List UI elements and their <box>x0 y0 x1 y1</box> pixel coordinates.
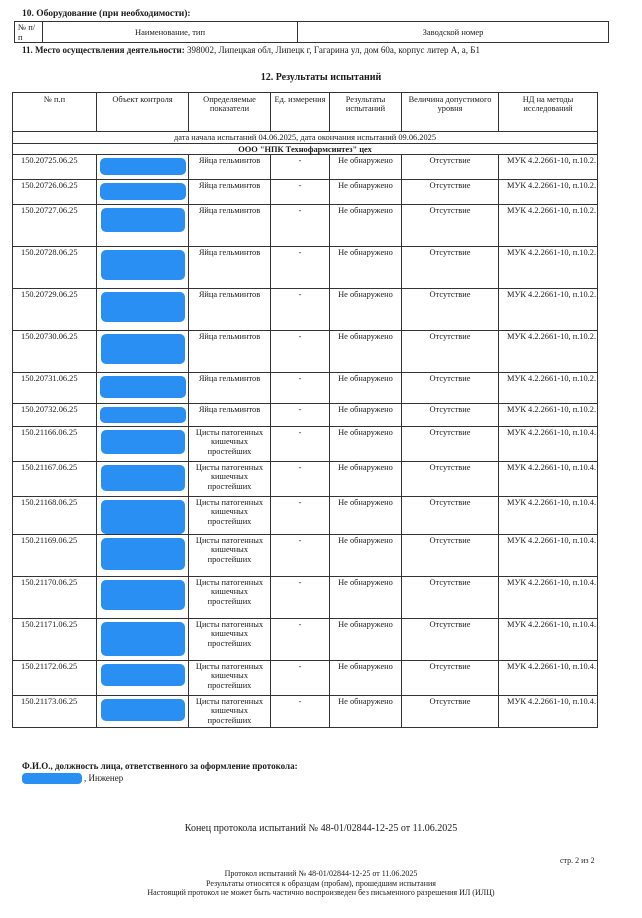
control-object <box>97 180 189 205</box>
unit: - <box>271 427 330 462</box>
table-row <box>13 462 598 497</box>
sample-number: 150.21172.06.25 <box>13 661 97 696</box>
permissible-level: Отсутствие <box>402 535 499 577</box>
indicator: Цисты патогенных кишечных простейших <box>189 619 271 661</box>
indicator: Цисты патогенных кишечных простейших <box>189 661 271 696</box>
header-no: № п.п <box>13 93 97 132</box>
indicator: Цисты патогенных кишечных простейших <box>189 696 271 728</box>
unit: - <box>271 373 330 404</box>
method: МУК 4.2.2661-10, п.10.2. <box>499 155 598 180</box>
results-table <box>12 92 598 728</box>
permissible-level: Отсутствие <box>402 404 499 427</box>
table-row <box>13 497 598 535</box>
control-object <box>97 373 189 404</box>
sample-number: 150.21173.06.25 <box>13 696 97 728</box>
control-object <box>97 155 189 180</box>
result: Не обнаружено <box>330 462 402 497</box>
unit: - <box>271 497 330 535</box>
result: Не обнаружено <box>330 247 402 289</box>
indicator: Яйца гельминтов <box>189 155 271 180</box>
permissible-level: Отсутствие <box>402 247 499 289</box>
table-row <box>13 155 598 180</box>
header-object: Объект контроля <box>97 93 189 132</box>
indicator: Яйца гельминтов <box>189 404 271 427</box>
permissible-level: Отсутствие <box>402 155 499 180</box>
permissible-level: Отсутствие <box>402 462 499 497</box>
table-row <box>13 247 598 289</box>
unit: - <box>271 404 330 427</box>
permissible-level: Отсутствие <box>402 696 499 728</box>
result: Не обнаружено <box>330 404 402 427</box>
control-object <box>97 661 189 696</box>
results-header-row <box>13 93 598 132</box>
method: МУК 4.2.2661-10, п.10.2. <box>499 289 598 331</box>
method: МУК 4.2.2661-10, п.10.4. <box>499 619 598 661</box>
unit: - <box>271 696 330 728</box>
sample-number: 150.21166.06.25 <box>13 427 97 462</box>
table-row <box>13 661 598 696</box>
sample-number: 150.20726.06.25 <box>13 180 97 205</box>
indicator: Яйца гельминтов <box>189 180 271 205</box>
result: Не обнаружено <box>330 180 402 205</box>
method: МУК 4.2.2661-10, п.10.4. <box>499 661 598 696</box>
sample-number: 150.20725.06.25 <box>13 155 97 180</box>
footer-line: Результаты относятся к образцам (пробам), прошедшим испытания <box>206 878 436 888</box>
indicator: Цисты патогенных кишечных простейших <box>189 427 271 462</box>
table-row <box>13 427 598 462</box>
test-dates-row <box>13 132 598 144</box>
method: МУК 4.2.2661-10, п.10.2. <box>499 404 598 427</box>
equipment-col-no: № п/п <box>15 22 43 43</box>
control-object <box>97 497 189 535</box>
organization-row <box>13 144 598 155</box>
table-row <box>13 696 598 728</box>
sample-number: 150.21169.06.25 <box>13 535 97 577</box>
permissible-level: Отсутствие <box>402 373 499 404</box>
signature-line <box>22 773 123 784</box>
redacted-object <box>101 622 185 656</box>
table-row <box>13 331 598 373</box>
result: Не обнаружено <box>330 331 402 373</box>
control-object <box>97 535 189 577</box>
method: МУК 4.2.2661-10, п.10.2. <box>499 180 598 205</box>
redacted-object <box>101 334 185 364</box>
organization-name: ООО "НПК Технофармсинтез" цех <box>13 144 598 155</box>
activity-location-label: 11. Место осуществления деятельности: <box>22 45 185 55</box>
control-object <box>97 247 189 289</box>
method: МУК 4.2.2661-10, п.10.2. <box>499 331 598 373</box>
end-of-protocol-note: Конец протокола испытаний № 48-01/02844-12-25 от 11.06.2025 <box>184 823 458 834</box>
method: МУК 4.2.2661-10, п.10.2. <box>499 373 598 404</box>
sample-number: 150.20727.06.25 <box>13 205 97 247</box>
method: МУК 4.2.2661-10, п.10.4. <box>499 696 598 728</box>
result: Не обнаружено <box>330 373 402 404</box>
unit: - <box>271 205 330 247</box>
unit: - <box>271 661 330 696</box>
indicator: Цисты патогенных кишечных простейших <box>189 462 271 497</box>
result: Не обнаружено <box>330 497 402 535</box>
result: Не обнаружено <box>330 427 402 462</box>
redacted-object <box>100 407 186 423</box>
control-object <box>97 427 189 462</box>
result: Не обнаружено <box>330 205 402 247</box>
footer-line: Протокол испытаний № 48-01/02844-12-25 от 11.06.2025 <box>224 869 418 878</box>
unit: - <box>271 289 330 331</box>
unit: - <box>271 155 330 180</box>
redacted-object <box>101 699 185 721</box>
signature-title: Ф.И.О., должность лица, ответственного за оформление протокола: <box>22 761 298 771</box>
method: МУК 4.2.2661-10, п.10.2. <box>499 247 598 289</box>
permissible-level: Отсутствие <box>402 331 499 373</box>
unit: - <box>271 462 330 497</box>
indicator: Цисты патогенных кишечных простейших <box>189 577 271 619</box>
unit: - <box>271 331 330 373</box>
section12-title: 12. Результаты испытаний <box>260 72 382 83</box>
redacted-object <box>101 580 185 610</box>
table-row <box>13 577 598 619</box>
redacted-object <box>101 500 185 534</box>
method: МУК 4.2.2661-10, п.10.4. <box>499 427 598 462</box>
permissible-level: Отсутствие <box>402 497 499 535</box>
equipment-col-name: Наименование, тип <box>43 22 298 43</box>
unit: - <box>271 619 330 661</box>
method: МУК 4.2.2661-10, п.10.4. <box>499 535 598 577</box>
sample-number: 150.21171.06.25 <box>13 619 97 661</box>
unit: - <box>271 180 330 205</box>
redacted-object <box>101 664 185 686</box>
redacted-object <box>101 465 185 491</box>
sample-number: 150.21167.06.25 <box>13 462 97 497</box>
permissible-level: Отсутствие <box>402 577 499 619</box>
permissible-level: Отсутствие <box>402 619 499 661</box>
activity-location-value: 398002, Липецкая обл, Липецк г, Гагарина ул, дом 60а, корпус литер А, а, Б1 <box>186 45 480 55</box>
table-row <box>13 535 598 577</box>
table-row <box>13 373 598 404</box>
indicator: Яйца гельминтов <box>189 289 271 331</box>
redacted-object <box>101 250 185 280</box>
table-row <box>13 289 598 331</box>
unit: - <box>271 535 330 577</box>
header-indicators: Определяемые показатели <box>189 93 271 132</box>
result: Не обнаружено <box>330 155 402 180</box>
permissible-level: Отсутствие <box>402 427 499 462</box>
header-method: НД на методы исследований <box>499 93 598 132</box>
sample-number: 150.20728.06.25 <box>13 247 97 289</box>
result: Не обнаружено <box>330 661 402 696</box>
table-row <box>13 619 598 661</box>
header-unit: Ед. измерения <box>271 93 330 132</box>
indicator: Яйца гельминтов <box>189 205 271 247</box>
redacted-object <box>101 208 185 232</box>
table-row <box>13 205 598 247</box>
redacted-object <box>100 376 186 398</box>
redacted-name <box>22 773 82 784</box>
indicator: Яйца гельминтов <box>189 247 271 289</box>
result: Не обнаружено <box>330 577 402 619</box>
table-row <box>13 404 598 427</box>
control-object <box>97 205 189 247</box>
control-object <box>97 577 189 619</box>
permissible-level: Отсутствие <box>402 289 499 331</box>
sample-number: 150.20732.06.25 <box>13 404 97 427</box>
indicator: Яйца гельминтов <box>189 373 271 404</box>
method: МУК 4.2.2661-10, п.10.4. <box>499 577 598 619</box>
equipment-col-serial: Заводской номер <box>298 22 609 43</box>
indicator: Цисты патогенных кишечных простейших <box>189 497 271 535</box>
sample-number: 150.20729.06.25 <box>13 289 97 331</box>
activity-location <box>22 45 480 55</box>
indicator: Цисты патогенных кишечных простейших <box>189 535 271 577</box>
footer <box>0 869 642 898</box>
control-object <box>97 619 189 661</box>
control-object <box>97 696 189 728</box>
equipment-table <box>14 21 609 43</box>
test-dates: дата начала испытаний 04.06.2025, дата окончания испытаний 09.06.2025 <box>13 132 598 144</box>
redacted-object <box>101 538 185 570</box>
permissible-level: Отсутствие <box>402 661 499 696</box>
page-number: стр. 2 из 2 <box>560 856 595 865</box>
result: Не обнаружено <box>330 619 402 661</box>
permissible-level: Отсутствие <box>402 180 499 205</box>
redacted-object <box>100 158 186 175</box>
method: МУК 4.2.2661-10, п.10.4. <box>499 462 598 497</box>
control-object <box>97 404 189 427</box>
footer-line: Настоящий протокол не может быть частично воспроизведен без письменного разрешения ИЛ (ИЛЦ) <box>147 888 495 898</box>
unit: - <box>271 247 330 289</box>
sample-number: 150.20731.06.25 <box>13 373 97 404</box>
section10-title: 10. Оборудование (при необходимости): <box>22 9 191 19</box>
redacted-object <box>101 292 185 322</box>
method: МУК 4.2.2661-10, п.10.4. <box>499 497 598 535</box>
sample-number: 150.21168.06.25 <box>13 497 97 535</box>
header-results: Результаты испытаний <box>330 93 402 132</box>
sample-number: 150.20730.06.25 <box>13 331 97 373</box>
redacted-object <box>100 183 186 200</box>
header-level: Величина допустимого уровня <box>402 93 499 132</box>
indicator: Яйца гельминтов <box>189 331 271 373</box>
signature-position: , Инженер <box>84 773 124 783</box>
sample-number: 150.21170.06.25 <box>13 577 97 619</box>
unit: - <box>271 577 330 619</box>
redacted-object <box>101 430 185 454</box>
permissible-level: Отсутствие <box>402 205 499 247</box>
result: Не обнаружено <box>330 696 402 728</box>
result: Не обнаружено <box>330 289 402 331</box>
table-row <box>13 180 598 205</box>
method: МУК 4.2.2661-10, п.10.2. <box>499 205 598 247</box>
control-object <box>97 462 189 497</box>
control-object <box>97 289 189 331</box>
result: Не обнаружено <box>330 535 402 577</box>
control-object <box>97 331 189 373</box>
